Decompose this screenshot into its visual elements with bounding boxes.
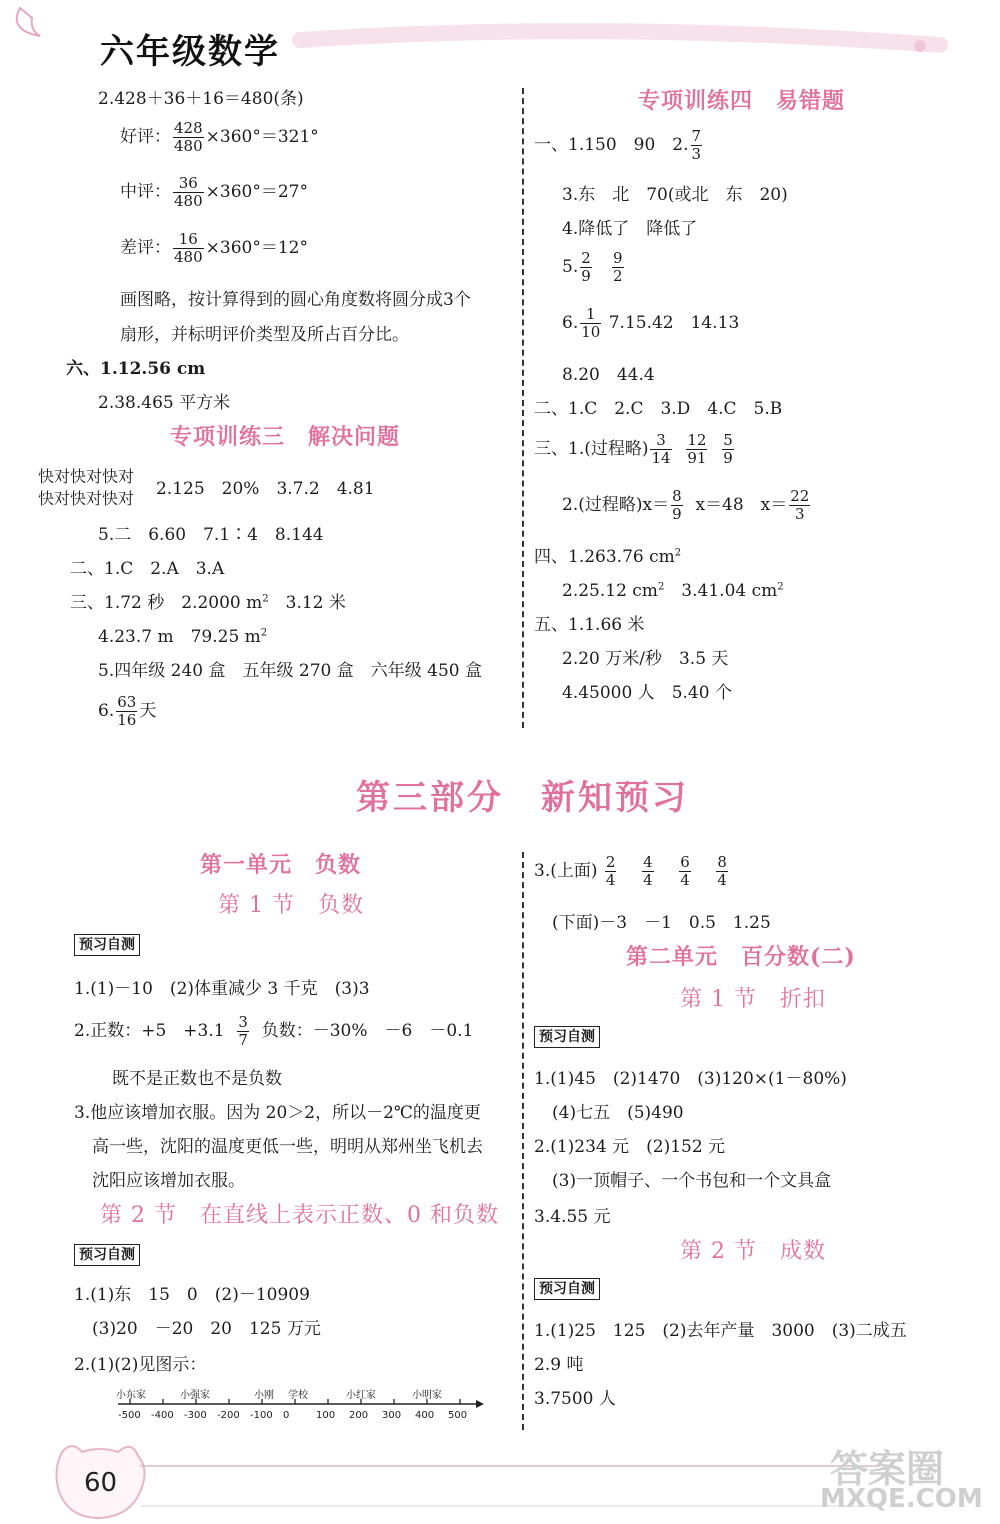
nl-name-xiaoqiang: 小强家 [180,1390,210,1401]
section-title: 第 1 节 折扣 [680,987,826,1012]
nl-tick-label: 200 [349,1410,369,1421]
header-title: 六年级数学 [100,32,280,72]
answer-line: 2.125 20% 3.7.2 4.81 [156,479,375,499]
answer-line: 2.(1)(2)见图示： [74,1355,207,1375]
answer-line: 1.(1)45 (2)1470 (3)120×(1－80%) [534,1069,847,1089]
answer-line: (4)七五 (5)490 [552,1103,684,1123]
nl-tick-label: 300 [382,1410,402,1421]
overlap-text-2: 快对快对快对 [38,489,135,508]
answer-line: 三、1.(过程略) $\frac{3}{14}$ $\frac{12}{91}$ $\frac{5}{9}$ [534,431,733,467]
section-title: 专项训练三 解决问题 [170,424,401,450]
nl-name-xiaogang: 小刚 [254,1390,274,1401]
answer-line: 扇形，并标明评价类型及所占百分比。 [120,325,409,345]
answer-line: 三、1.72 秒 2.2000 $m^2$ 3.12 米 [70,593,346,613]
nl-tick-label: 400 [415,1410,435,1421]
self-test-label: 预习自测 [74,934,140,956]
section-title: 第 2 节 成数 [680,1239,826,1264]
column-divider-top [522,88,524,728]
answer-line: 6. $\frac{1}{10}$ 7.15.42 14.13 [562,305,740,341]
answer-line: (下面)－3 －1 0.5 1.25 [552,913,771,933]
answer-line: 二、1.C 2.C 3.D 4.C 5.B [534,399,783,419]
nl-tick-label: 500 [448,1410,468,1421]
pie-bad-calc: 差评： $\frac{16}{480}$ ×360°＝12° [120,230,308,266]
answer-line: 4.降低了 降低了 [562,219,698,239]
self-test-label: 预习自测 [74,1244,140,1266]
answer-line: 高一些，沈阳的温度更低一些，明明从郑州坐飞机去 [92,1137,483,1157]
answer-line: 一、1.150 90 2. $\frac{7}{3}$ [534,127,702,163]
answer-line: 5.二 6.60 7.1∶4 8.144 [98,525,324,545]
answer-line: 3.东 北 70(或北 东 20) [562,185,788,205]
answer-line: 3.7500 人 [534,1389,616,1409]
answer-line: 2.428＋36＋16＝480(条) [98,89,304,109]
answer-line: 2.20 万米/秒 3.5 天 [562,649,729,669]
pie-good-calc: 好评： $\frac{428}{480}$ ×360°＝321° [120,119,319,155]
nl-name-xiaodong: 小东家 [116,1390,146,1401]
section-title: 第 1 节 负数 [218,893,364,918]
answer-line: 3.(上面) $\frac{2}{4}$ $\frac{4}{4}$ $\frac{6}{4}$ $\frac{8}{4}$ [534,853,727,889]
answer-line: 沈阳应该增加衣服。 [92,1171,245,1191]
watermark-url: MXQE.COM [820,1484,983,1514]
nl-tick-label: -400 [151,1410,174,1421]
nl-tick-label: 100 [316,1410,336,1421]
column-divider-bottom [522,852,524,1430]
answer-line: 2.38.465 平方米 [98,393,231,413]
answer-line: 2.(过程略)x＝ $\frac{8}{9}$ x＝48 x＝ $\frac{22}{3}$ [562,487,810,523]
answer-line: 1.(1)25 125 (2)去年产量 3000 (3)二成五 [534,1321,907,1341]
answer-line: 3.他应该增加衣服。因为 20＞2，所以－2℃的温度更 [74,1103,481,1123]
nl-tick-label: -500 [118,1410,141,1421]
answer-line: 1.(1)－10 (2)体重减少 3 千克 (3)3 [74,979,370,999]
part-title: 第三部分 新知预习 [356,778,689,818]
answer-line: 2.(1)234 元 (2)152 元 [534,1137,726,1157]
nl-name-xiaoming: 小明家 [412,1390,442,1401]
section-title: 专项训练四 易错题 [638,88,846,114]
self-test-label: 预习自测 [534,1026,600,1048]
nl-tick-label: -100 [250,1410,273,1421]
answer-line: 2.25.12 $cm^2$ 3.41.04 $cm^2$ [562,581,784,601]
answer-line: 6. $\frac{63}{16}$ 天 [98,693,157,729]
answer-line: 画图略，按计算得到的圆心角度数将圆分成3个 [120,290,471,310]
unit-title: 第二单元 百分数(二) [626,944,856,970]
self-test-label: 预习自测 [534,1278,600,1300]
pie-mid-calc: 中评： $\frac{36}{480}$ ×360°＝27° [120,174,308,210]
answer-line: 2.正数：+5 +3.1 $\frac{3}{7}$ 负数：－30% －6 －0.1 [74,1013,474,1049]
watermark-logo: 答案圈 [830,1447,945,1491]
page-number: 60 [84,1468,118,1498]
section-title: 第 2 节 在直线上表示正数、0 和负数 [100,1203,499,1228]
number-line [116,1380,486,1426]
nl-name-xiaohong: 小红家 [346,1390,376,1401]
answer-line: 既不是正数也不是负数 [112,1069,282,1089]
answer-line: 1.(1)东 15 0 (2)－10909 [74,1285,310,1305]
nl-tick-label: -200 [217,1410,240,1421]
answer-line: (3)一顶帽子、一个书包和一个文具盒 [552,1171,832,1191]
answer-line: 8.20 44.4 [562,365,655,385]
answer-line: 5. $\frac{2}{9}$ $\frac{9}{2}$ [562,249,623,285]
answer-line: 六、1.12.56 cm [66,359,206,379]
answer-line: 四、1.263.76 $cm^2$ [534,547,682,567]
unit-title: 第一单元 负数 [200,852,362,878]
answer-line: 5.四年级 240 盒 五年级 270 盒 六年级 450 盒 [98,661,482,681]
answer-line: 3.4.55 元 [534,1207,611,1227]
answer-line: 4.45000 人 5.40 个 [562,683,732,703]
answer-line: 2.9 吨 [534,1355,584,1375]
answer-line: 五、1.1.66 米 [534,615,645,635]
overlap-text-1: 快对快对快对 [38,467,135,486]
nl-tick-label: -300 [184,1410,207,1421]
answer-line: 4.23.7 m 79.25 $m^2$ [98,627,268,647]
answer-line: 二、1.C 2.A 3.A [70,559,225,579]
nl-name-school: 学校 [288,1390,308,1401]
answer-line: (3)20 －20 20 125 万元 [92,1319,321,1339]
nl-tick-label: 0 [283,1410,290,1421]
